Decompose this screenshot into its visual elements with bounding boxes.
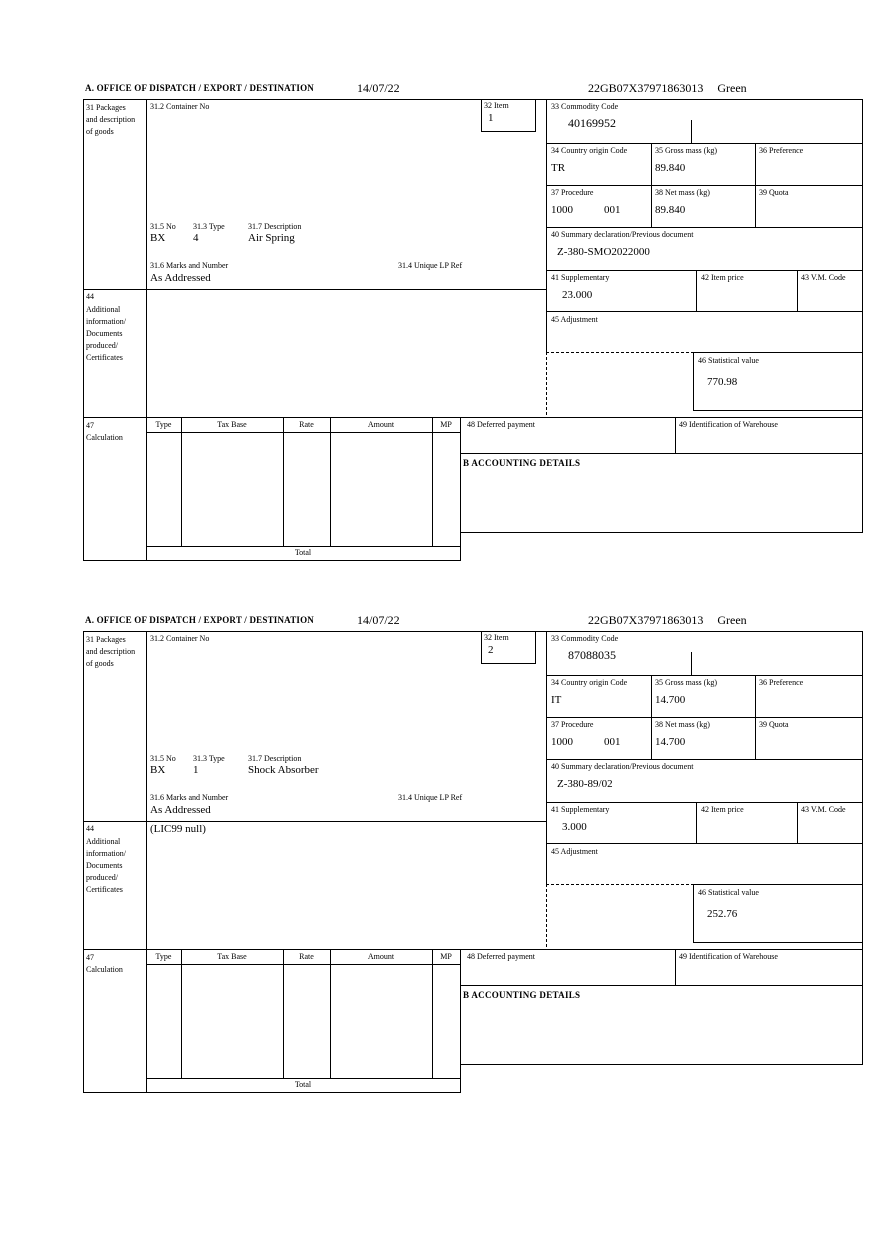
mrn-value: 22GB07X37971863013	[588, 81, 704, 95]
box47-calculation-label: 47 Calculation	[86, 953, 123, 974]
box39-quota-label: 39 Quota	[759, 720, 789, 729]
calc-total-label: Total	[294, 548, 312, 557]
box40-summary-declaration-label: 40 Summary declaration/Previous document	[551, 762, 694, 771]
declaration-item-block-1	[83, 80, 864, 562]
box32-item-label: 32 Item	[484, 101, 509, 110]
form-grid-lines	[83, 80, 864, 562]
package-count-value: BX	[150, 232, 166, 244]
item-number-value: 2	[488, 644, 494, 656]
marks-value: As Addressed	[150, 804, 211, 816]
calc-col-mp-label: MP	[440, 952, 452, 961]
box31-6-marks-label: 31.6 Marks and Number	[150, 793, 229, 802]
marks-value: As Addressed	[150, 272, 211, 284]
box31-6-marks-label: 31.6 Marks and Number	[150, 261, 229, 270]
box44-additional-info-label: Additional information/ Documents produced/ Certificates	[86, 837, 126, 894]
box31-5-no-label: 31.5 No	[150, 222, 176, 231]
supplementary-units-value: 3.000	[562, 821, 587, 833]
box37-procedure-label: 37 Procedure	[551, 188, 594, 197]
box31-2-container-no-label: 31.2 Container No	[150, 634, 210, 643]
box31-7-description-label: 31.7 Description	[248, 222, 302, 231]
calc-col-rate-label: Rate	[299, 420, 314, 429]
net-mass-value: 89.840	[655, 204, 686, 216]
box39-quota-label: 39 Quota	[759, 188, 789, 197]
box47-calculation-label: 47 Calculation	[86, 421, 123, 442]
form-grid-lines	[83, 612, 864, 1094]
box31-packages-label: 31 Packages and description of goods	[86, 103, 136, 136]
box40-summary-declaration-label: 40 Summary declaration/Previous document	[551, 230, 694, 239]
box43-vm-code-label: 43 V.M. Code	[801, 273, 846, 282]
box45-adjustment-label: 45 Adjustment	[551, 847, 598, 856]
box43-vm-code-label: 43 V.M. Code	[801, 805, 846, 814]
additional-information-value: (LIC99 null)	[150, 823, 206, 835]
calc-col-type-label: Type	[155, 952, 172, 961]
box49-warehouse-label: 49 Identification of Warehouse	[679, 952, 778, 961]
commodity-code-value: 40169952	[568, 116, 616, 130]
procedure-code-value: 1000	[551, 204, 573, 216]
box41-supplementary-label: 41 Supplementary	[551, 805, 610, 814]
commodity-code-value: 87088035	[568, 648, 616, 662]
box31-packages-label: 31 Packages and description of goods	[86, 635, 136, 668]
box32-item-label: 32 Item	[484, 633, 509, 642]
box42-item-price-label: 42 Item price	[701, 273, 744, 282]
mrn-value: 22GB07X37971863013	[588, 613, 704, 627]
gross-mass-value: 14.700	[655, 694, 686, 706]
statistical-value: 770.98	[707, 376, 738, 388]
gross-mass-value: 89.840	[655, 162, 686, 174]
office-of-dispatch-label: A. OFFICE OF DISPATCH / EXPORT / DESTINATION	[85, 615, 315, 625]
box31-4-unique-lp-ref-label: 31.4 Unique LP Ref	[398, 793, 463, 802]
box48-deferred-payment-label: 48 Deferred payment	[467, 952, 535, 961]
calc-col-tax-base-label: Tax Base	[217, 420, 247, 429]
box33-commodity-code-label: 33 Commodity Code	[551, 102, 619, 111]
procedure-code-value: 1000	[551, 736, 573, 748]
declaration-item-block-2	[83, 612, 864, 1094]
net-mass-value: 14.700	[655, 736, 686, 748]
box46-statistical-value-label: 46 Statistical value	[698, 888, 759, 897]
box48-deferred-payment-label: 48 Deferred payment	[467, 420, 535, 429]
previous-document-value: Z-380-89/02	[557, 778, 613, 790]
box38-net-mass-label: 38 Net mass (kg)	[655, 720, 710, 729]
routing-channel: Green	[717, 81, 747, 95]
office-of-dispatch-label: A. OFFICE OF DISPATCH / EXPORT / DESTINATION	[85, 83, 315, 93]
procedure-ext-value: 001	[604, 204, 621, 216]
previous-document-value: Z-380-SMO2022000	[557, 246, 650, 258]
calc-col-type-label: Type	[155, 420, 172, 429]
package-type-value: 4	[193, 232, 199, 244]
calc-col-tax-base-label: Tax Base	[217, 952, 247, 961]
calc-col-amount-label: Amount	[367, 420, 395, 429]
calc-col-amount-label: Amount	[367, 952, 395, 961]
box42-item-price-label: 42 Item price	[701, 805, 744, 814]
package-count-value: BX	[150, 764, 166, 776]
goods-description-value: Air Spring	[248, 232, 295, 244]
box33-commodity-code-label: 33 Commodity Code	[551, 634, 619, 643]
box41-supplementary-label: 41 Supplementary	[551, 273, 610, 282]
statistical-value: 252.76	[707, 908, 738, 920]
country-origin-value: IT	[551, 694, 562, 706]
box46-statistical-value-label: 46 Statistical value	[698, 356, 759, 365]
box38-net-mass-label: 38 Net mass (kg)	[655, 188, 710, 197]
box44-additional-info-label: Additional information/ Documents produced/ Certificates	[86, 305, 126, 362]
box36-preference-label: 36 Preference	[759, 678, 804, 687]
item-number-value: 1	[488, 112, 494, 124]
calc-col-rate-label: Rate	[299, 952, 314, 961]
box31-3-type-label: 31.3 Type	[193, 222, 225, 231]
supplementary-units-value: 23.000	[562, 289, 593, 301]
goods-description-value: Shock Absorber	[248, 764, 319, 776]
box37-procedure-label: 37 Procedure	[551, 720, 594, 729]
country-origin-value: TR	[551, 162, 566, 174]
procedure-ext-value: 001	[604, 736, 621, 748]
box31-7-description-label: 31.7 Description	[248, 754, 302, 763]
accounting-details-label: B ACCOUNTING DETAILS	[463, 990, 581, 1000]
box49-warehouse-label: 49 Identification of Warehouse	[679, 420, 778, 429]
calc-col-mp-label: MP	[440, 420, 452, 429]
box31-3-type-label: 31.3 Type	[193, 754, 225, 763]
dispatch-date: 14/07/22	[357, 81, 400, 95]
box31-5-no-label: 31.5 No	[150, 754, 176, 763]
dispatch-date: 14/07/22	[357, 613, 400, 627]
box31-4-unique-lp-ref-label: 31.4 Unique LP Ref	[398, 261, 463, 270]
box35-gross-mass-label: 35 Gross mass (kg)	[655, 146, 717, 155]
box35-gross-mass-label: 35 Gross mass (kg)	[655, 678, 717, 687]
package-type-value: 1	[193, 764, 199, 776]
box44-number-label: 44	[86, 824, 94, 833]
routing-channel: Green	[717, 613, 747, 627]
box44-number-label: 44	[86, 292, 94, 301]
box36-preference-label: 36 Preference	[759, 146, 804, 155]
box34-country-origin-label: 34 Country origin Code	[551, 146, 628, 155]
box31-2-container-no-label: 31.2 Container No	[150, 102, 210, 111]
box34-country-origin-label: 34 Country origin Code	[551, 678, 628, 687]
accounting-details-label: B ACCOUNTING DETAILS	[463, 458, 581, 468]
box45-adjustment-label: 45 Adjustment	[551, 315, 598, 324]
calc-total-label: Total	[294, 1080, 312, 1089]
